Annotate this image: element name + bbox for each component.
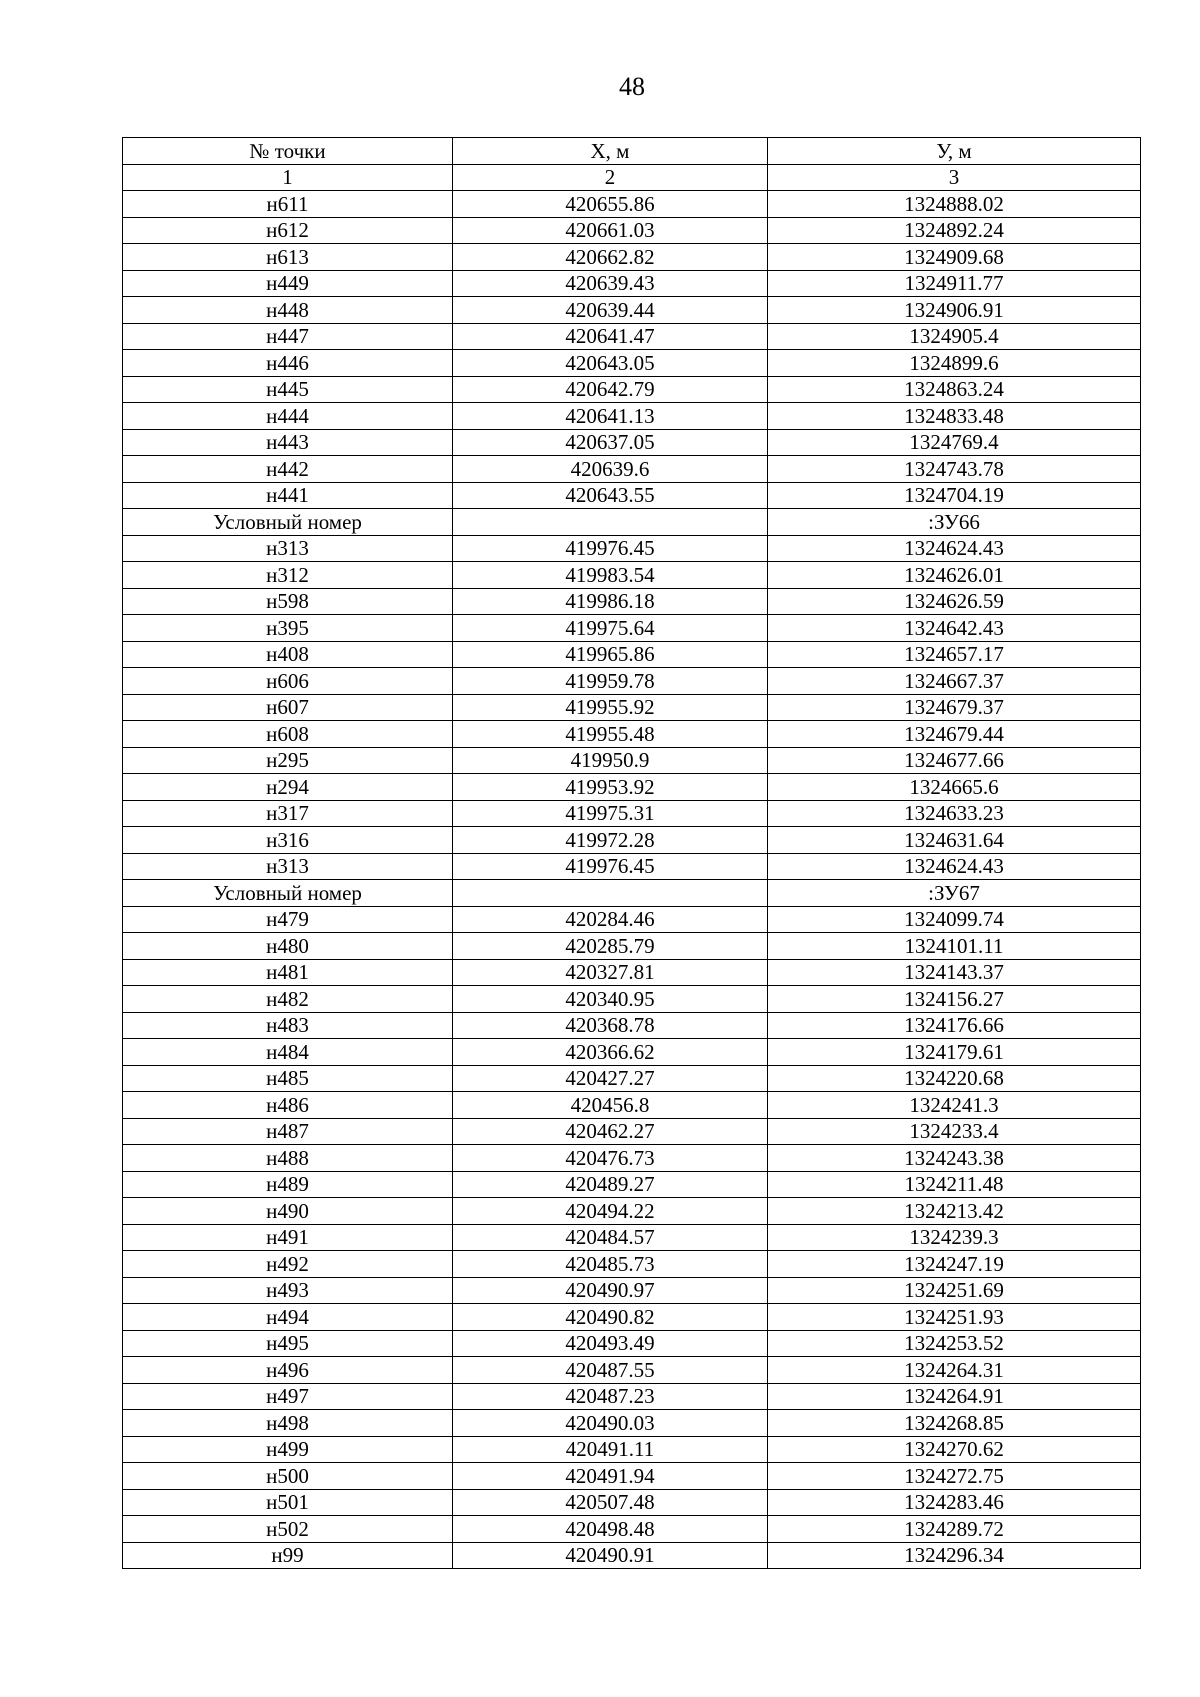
point-number-cell: н445 <box>123 376 453 403</box>
table-row <box>123 270 1141 297</box>
table-row <box>123 456 1141 483</box>
coordinates-table <box>122 137 1141 1569</box>
point-number-cell: н607 <box>123 694 453 721</box>
x-coordinate-cell: 420493.49 <box>453 1330 768 1357</box>
table-row <box>123 721 1141 748</box>
column-number-2: 2 <box>453 164 768 191</box>
y-coordinate-cell: 1324665.6 <box>768 774 1141 801</box>
point-number-cell: н487 <box>123 1118 453 1145</box>
point-number-cell: Условный номер <box>123 880 453 907</box>
table-row <box>123 880 1141 907</box>
table-row <box>123 1039 1141 1066</box>
y-coordinate-cell: 1324176.66 <box>768 1012 1141 1039</box>
page-number: 48 <box>619 72 645 101</box>
point-number-cell: н294 <box>123 774 453 801</box>
point-number-cell: н486 <box>123 1092 453 1119</box>
x-coordinate-cell: 419965.86 <box>453 641 768 668</box>
y-coordinate-cell: 1324624.43 <box>768 853 1141 880</box>
point-number-cell: н443 <box>123 429 453 456</box>
y-coordinate-cell: 1324179.61 <box>768 1039 1141 1066</box>
table-row <box>123 1463 1141 1490</box>
y-coordinate-cell: 1324264.31 <box>768 1357 1141 1384</box>
x-coordinate-cell: 420643.55 <box>453 482 768 509</box>
y-coordinate-cell: 1324251.69 <box>768 1277 1141 1304</box>
y-coordinate-cell: 1324633.23 <box>768 800 1141 827</box>
point-number-cell: н488 <box>123 1145 453 1172</box>
y-coordinate-cell: 1324631.64 <box>768 827 1141 854</box>
point-number-cell: н479 <box>123 906 453 933</box>
point-number-cell: н485 <box>123 1065 453 1092</box>
table-row <box>123 1012 1141 1039</box>
point-number-cell: н447 <box>123 323 453 350</box>
y-coordinate-cell: 1324899.6 <box>768 350 1141 377</box>
x-coordinate-cell: 420642.79 <box>453 376 768 403</box>
point-number-cell: н441 <box>123 482 453 509</box>
table-row <box>123 535 1141 562</box>
table-row <box>123 1489 1141 1516</box>
x-coordinate-cell: 420662.82 <box>453 244 768 271</box>
table-row <box>123 986 1141 1013</box>
point-number-cell: н496 <box>123 1357 453 1384</box>
x-coordinate-cell: 420340.95 <box>453 986 768 1013</box>
table-row <box>123 1383 1141 1410</box>
y-coordinate-cell: 1324667.37 <box>768 668 1141 695</box>
table-row <box>123 1277 1141 1304</box>
x-coordinate-cell: 419975.64 <box>453 615 768 642</box>
table-row <box>123 403 1141 430</box>
x-coordinate-cell: 419972.28 <box>453 827 768 854</box>
x-coordinate-cell: 420637.05 <box>453 429 768 456</box>
point-number-cell: н483 <box>123 1012 453 1039</box>
table-row <box>123 509 1141 536</box>
point-number-cell: н608 <box>123 721 453 748</box>
point-number-cell: н446 <box>123 350 453 377</box>
y-coordinate-cell: 1324211.48 <box>768 1171 1141 1198</box>
table-row <box>123 800 1141 827</box>
point-number-cell: н497 <box>123 1383 453 1410</box>
table-row <box>123 562 1141 589</box>
point-number-cell: н449 <box>123 270 453 297</box>
point-number-cell: н499 <box>123 1436 453 1463</box>
table-row <box>123 1436 1141 1463</box>
y-coordinate-cell: 1324241.3 <box>768 1092 1141 1119</box>
x-coordinate-cell: 420639.43 <box>453 270 768 297</box>
x-coordinate-cell: 420284.46 <box>453 906 768 933</box>
table-row <box>123 217 1141 244</box>
point-number-cell: н312 <box>123 562 453 589</box>
y-coordinate-cell: 1324272.75 <box>768 1463 1141 1490</box>
point-number-cell: н606 <box>123 668 453 695</box>
x-coordinate-cell: 420427.27 <box>453 1065 768 1092</box>
point-number-cell: н99 <box>123 1542 453 1569</box>
y-coordinate-cell: 1324220.68 <box>768 1065 1141 1092</box>
x-coordinate-cell: 420485.73 <box>453 1251 768 1278</box>
table-row <box>123 588 1141 615</box>
point-number-cell: н313 <box>123 853 453 880</box>
header-x: Х, м <box>453 138 768 165</box>
x-coordinate-cell: 419976.45 <box>453 853 768 880</box>
y-coordinate-cell: 1324213.42 <box>768 1198 1141 1225</box>
point-number-cell: н482 <box>123 986 453 1013</box>
point-number-cell: н493 <box>123 1277 453 1304</box>
x-coordinate-cell: 419986.18 <box>453 588 768 615</box>
y-coordinate-cell: 1324253.52 <box>768 1330 1141 1357</box>
x-coordinate-cell <box>453 880 768 907</box>
x-coordinate-cell: 420655.86 <box>453 191 768 218</box>
point-number-cell: н490 <box>123 1198 453 1225</box>
x-coordinate-cell: 420639.44 <box>453 297 768 324</box>
header-row <box>123 138 1141 165</box>
x-coordinate-cell: 419983.54 <box>453 562 768 589</box>
column-number-row <box>123 164 1141 191</box>
y-coordinate-cell: 1324239.3 <box>768 1224 1141 1251</box>
table-row <box>123 747 1141 774</box>
x-coordinate-cell: 420641.13 <box>453 403 768 430</box>
x-coordinate-cell: 420643.05 <box>453 350 768 377</box>
x-coordinate-cell: 420487.55 <box>453 1357 768 1384</box>
table-row <box>123 1304 1141 1331</box>
point-number-cell: н501 <box>123 1489 453 1516</box>
table-row <box>123 1330 1141 1357</box>
y-coordinate-cell: 1324296.34 <box>768 1542 1141 1569</box>
x-coordinate-cell: 419950.9 <box>453 747 768 774</box>
table-row <box>123 244 1141 271</box>
point-number-cell: н612 <box>123 217 453 244</box>
x-coordinate-cell: 420476.73 <box>453 1145 768 1172</box>
y-coordinate-cell: 1324833.48 <box>768 403 1141 430</box>
table-row <box>123 615 1141 642</box>
table-row <box>123 323 1141 350</box>
x-coordinate-cell <box>453 509 768 536</box>
point-number-cell: н317 <box>123 800 453 827</box>
table-row <box>123 1198 1141 1225</box>
y-coordinate-cell: 1324769.4 <box>768 429 1141 456</box>
table-row <box>123 641 1141 668</box>
table-row <box>123 853 1141 880</box>
x-coordinate-cell: 420487.23 <box>453 1383 768 1410</box>
table-row <box>123 429 1141 456</box>
table-row <box>123 1118 1141 1145</box>
table-row <box>123 376 1141 403</box>
x-coordinate-cell: 420490.03 <box>453 1410 768 1437</box>
x-coordinate-cell: 419955.48 <box>453 721 768 748</box>
point-number-cell: н444 <box>123 403 453 430</box>
y-coordinate-cell: :ЗУ66 <box>768 509 1141 536</box>
x-coordinate-cell: 420639.6 <box>453 456 768 483</box>
column-number-1: 1 <box>123 164 453 191</box>
y-coordinate-cell: 1324909.68 <box>768 244 1141 271</box>
y-coordinate-cell: 1324657.17 <box>768 641 1141 668</box>
x-coordinate-cell: 420285.79 <box>453 933 768 960</box>
table-row <box>123 694 1141 721</box>
table-row <box>123 1224 1141 1251</box>
y-coordinate-cell: 1324243.38 <box>768 1145 1141 1172</box>
point-number-cell: н489 <box>123 1171 453 1198</box>
y-coordinate-cell: 1324905.4 <box>768 323 1141 350</box>
y-coordinate-cell: 1324679.44 <box>768 721 1141 748</box>
x-coordinate-cell: 420494.22 <box>453 1198 768 1225</box>
y-coordinate-cell: 1324679.37 <box>768 694 1141 721</box>
table-row <box>123 1065 1141 1092</box>
y-coordinate-cell: 1324626.01 <box>768 562 1141 589</box>
point-number-cell: н492 <box>123 1251 453 1278</box>
y-coordinate-cell: 1324704.19 <box>768 482 1141 509</box>
point-number-cell: н495 <box>123 1330 453 1357</box>
x-coordinate-cell: 419953.92 <box>453 774 768 801</box>
table-row <box>123 1092 1141 1119</box>
table-row <box>123 1145 1141 1172</box>
y-coordinate-cell: 1324677.66 <box>768 747 1141 774</box>
y-coordinate-cell: 1324099.74 <box>768 906 1141 933</box>
x-coordinate-cell: 420661.03 <box>453 217 768 244</box>
table-row <box>123 827 1141 854</box>
point-number-cell: н442 <box>123 456 453 483</box>
column-number-3: 3 <box>768 164 1141 191</box>
y-coordinate-cell: 1324906.91 <box>768 297 1141 324</box>
table-row <box>123 933 1141 960</box>
point-number-cell: н613 <box>123 244 453 271</box>
y-coordinate-cell: 1324888.02 <box>768 191 1141 218</box>
point-number-cell: н480 <box>123 933 453 960</box>
point-number-cell: н313 <box>123 535 453 562</box>
x-coordinate-cell: 420484.57 <box>453 1224 768 1251</box>
table-row <box>123 959 1141 986</box>
y-coordinate-cell: :ЗУ67 <box>768 880 1141 907</box>
table-row <box>123 350 1141 377</box>
x-coordinate-cell: 420498.48 <box>453 1516 768 1543</box>
y-coordinate-cell: 1324911.77 <box>768 270 1141 297</box>
table-row <box>123 297 1141 324</box>
point-number-cell: н502 <box>123 1516 453 1543</box>
table-row <box>123 1251 1141 1278</box>
table-row <box>123 906 1141 933</box>
point-number-cell: Условный номер <box>123 509 453 536</box>
y-coordinate-cell: 1324101.11 <box>768 933 1141 960</box>
point-number-cell: н395 <box>123 615 453 642</box>
x-coordinate-cell: 420366.62 <box>453 1039 768 1066</box>
table-row <box>123 1516 1141 1543</box>
y-coordinate-cell: 1324270.62 <box>768 1436 1141 1463</box>
y-coordinate-cell: 1324892.24 <box>768 217 1141 244</box>
y-coordinate-cell: 1324642.43 <box>768 615 1141 642</box>
table-row <box>123 191 1141 218</box>
header-point-number: № точки <box>123 138 453 165</box>
x-coordinate-cell: 420489.27 <box>453 1171 768 1198</box>
x-coordinate-cell: 419955.92 <box>453 694 768 721</box>
y-coordinate-cell: 1324743.78 <box>768 456 1141 483</box>
y-coordinate-cell: 1324626.59 <box>768 588 1141 615</box>
point-number-cell: н500 <box>123 1463 453 1490</box>
x-coordinate-cell: 419975.31 <box>453 800 768 827</box>
x-coordinate-cell: 420456.8 <box>453 1092 768 1119</box>
table-row <box>123 1171 1141 1198</box>
y-coordinate-cell: 1324156.27 <box>768 986 1141 1013</box>
x-coordinate-cell: 420491.94 <box>453 1463 768 1490</box>
y-coordinate-cell: 1324624.43 <box>768 535 1141 562</box>
point-number-cell: н611 <box>123 191 453 218</box>
x-coordinate-cell: 420491.11 <box>453 1436 768 1463</box>
y-coordinate-cell: 1324863.24 <box>768 376 1141 403</box>
x-coordinate-cell: 420490.91 <box>453 1542 768 1569</box>
point-number-cell: н498 <box>123 1410 453 1437</box>
y-coordinate-cell: 1324143.37 <box>768 959 1141 986</box>
table-row <box>123 774 1141 801</box>
table-row <box>123 1410 1141 1437</box>
x-coordinate-cell: 420327.81 <box>453 959 768 986</box>
point-number-cell: н491 <box>123 1224 453 1251</box>
point-number-cell: н295 <box>123 747 453 774</box>
y-coordinate-cell: 1324283.46 <box>768 1489 1141 1516</box>
x-coordinate-cell: 420507.48 <box>453 1489 768 1516</box>
table-row <box>123 1357 1141 1384</box>
point-number-cell: н598 <box>123 588 453 615</box>
x-coordinate-cell: 420490.97 <box>453 1277 768 1304</box>
point-number-cell: н481 <box>123 959 453 986</box>
x-coordinate-cell: 420490.82 <box>453 1304 768 1331</box>
y-coordinate-cell: 1324251.93 <box>768 1304 1141 1331</box>
y-coordinate-cell: 1324247.19 <box>768 1251 1141 1278</box>
point-number-cell: н484 <box>123 1039 453 1066</box>
table-row <box>123 668 1141 695</box>
x-coordinate-cell: 420368.78 <box>453 1012 768 1039</box>
header-y: У, м <box>768 138 1141 165</box>
y-coordinate-cell: 1324268.85 <box>768 1410 1141 1437</box>
x-coordinate-cell: 419976.45 <box>453 535 768 562</box>
coordinates-table-body <box>123 138 1141 1569</box>
table-row <box>123 482 1141 509</box>
y-coordinate-cell: 1324289.72 <box>768 1516 1141 1543</box>
x-coordinate-cell: 420462.27 <box>453 1118 768 1145</box>
point-number-cell: н316 <box>123 827 453 854</box>
point-number-cell: н408 <box>123 641 453 668</box>
x-coordinate-cell: 420641.47 <box>453 323 768 350</box>
table-row <box>123 1542 1141 1569</box>
point-number-cell: н448 <box>123 297 453 324</box>
point-number-cell: н494 <box>123 1304 453 1331</box>
y-coordinate-cell: 1324233.4 <box>768 1118 1141 1145</box>
y-coordinate-cell: 1324264.91 <box>768 1383 1141 1410</box>
x-coordinate-cell: 419959.78 <box>453 668 768 695</box>
